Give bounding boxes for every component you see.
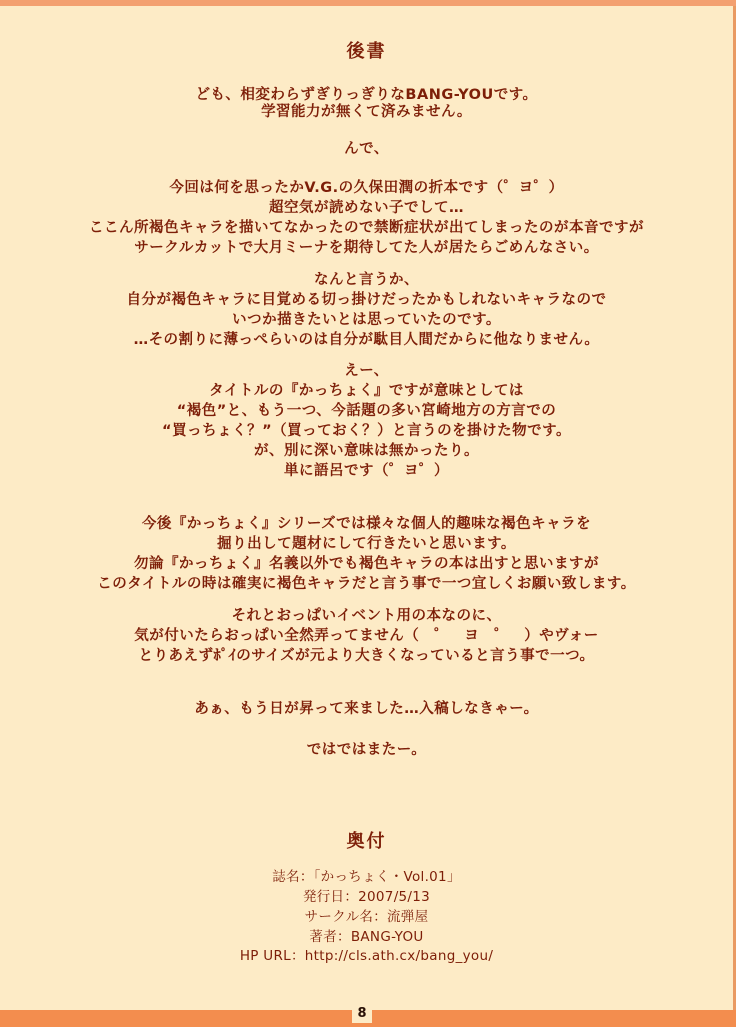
- afterword-line: ではではまたー。: [306, 742, 427, 758]
- afterword-line: 掘り出して題材にして行きたいと思います。: [217, 536, 516, 552]
- colophon-line: 誌名：「かっちょく・Vol.01」: [272, 869, 461, 885]
- colophon-line: HP URL：http://cls.ath.cx/bang_you/: [239, 948, 494, 964]
- afterword-line: 今後『かっちょく』シリーズでは様々な個人的趣味な褐色キャラを: [141, 516, 592, 532]
- afterword-line: えー、: [344, 363, 389, 379]
- afterword-line: とりあえずﾎﾟｲのサイズが元より大きくなっていると言う事で一つ。: [138, 648, 595, 664]
- afterword-line: タイトルの『かっちょく』ですが意味としては: [209, 383, 524, 399]
- afterword-line: 自分が褐色キャラに目覚める切っ掛けだったかもしれないキャラなので: [126, 292, 607, 308]
- afterword-line: それとおっぱいイベント用の本なのに、: [231, 608, 502, 624]
- colophon-line: サークル名：流弾屋: [304, 909, 429, 925]
- afterword-line: いつか描きたいとは思っていたのです。: [232, 312, 501, 328]
- afterword-line: ここん所褐色キャラを描いてなかったので禁断症状が出てしまったのが本音ですが: [89, 220, 644, 236]
- afterword-line: 単に語呂です（゜ヨ゜）: [284, 463, 449, 479]
- afterword-title: 後書: [346, 41, 387, 62]
- afterword-line: “買っちょく？”（買っておく？）と言うのを掛けた物です。: [162, 423, 571, 439]
- afterword-line: なんと言うか、: [314, 272, 419, 288]
- page-number: 8: [352, 1005, 372, 1023]
- afterword-line: “褐色”と、もう一つ、今話題の多い宮崎地方の方言での: [176, 403, 557, 419]
- afterword-line: …その割りに薄っぺらいのは自分が駄目人間だからに他なりません。: [133, 332, 600, 348]
- afterword-line: が、別に深い意味は無かったり。: [254, 443, 479, 459]
- document-page: [0, 6, 736, 1010]
- afterword-line: 今回は何を思ったかV.G.の久保田潤の折本です（゜ヨ゜）: [169, 180, 564, 196]
- afterword-line: サークルカットで大月ミーナを期待してた人が居たらごめんなさい。: [134, 240, 599, 256]
- afterword-line: 学習能力が無くて済みません。: [261, 104, 472, 120]
- colophon-title: 奥付: [346, 831, 387, 852]
- afterword-line: ども、相変わらずぎりっぎりなBANG-YOUです。: [195, 87, 538, 103]
- afterword-line: んで、: [344, 141, 389, 157]
- afterword-line: 気が付いたらおっぱい全然弄ってません（ ゜ ヨ ゜ ）やヴォー: [134, 628, 599, 644]
- afterword-line: このタイトルの時は確実に褐色キャラだと言う事で一つ宜しくお願い致します。: [97, 576, 636, 592]
- afterword-line: 超空気が読めない子でして…: [269, 200, 464, 216]
- colophon-line: 著者：BANG-YOU: [309, 929, 424, 945]
- afterword-line: あぁ、もう日が昇って来ました…入稿しなきゃー。: [194, 701, 539, 717]
- afterword-line: 勿論『かっちょく』名義以外でも褐色キャラの本は出すと思いますが: [134, 556, 599, 572]
- colophon-line: 発行日：2007/5/13: [302, 889, 431, 905]
